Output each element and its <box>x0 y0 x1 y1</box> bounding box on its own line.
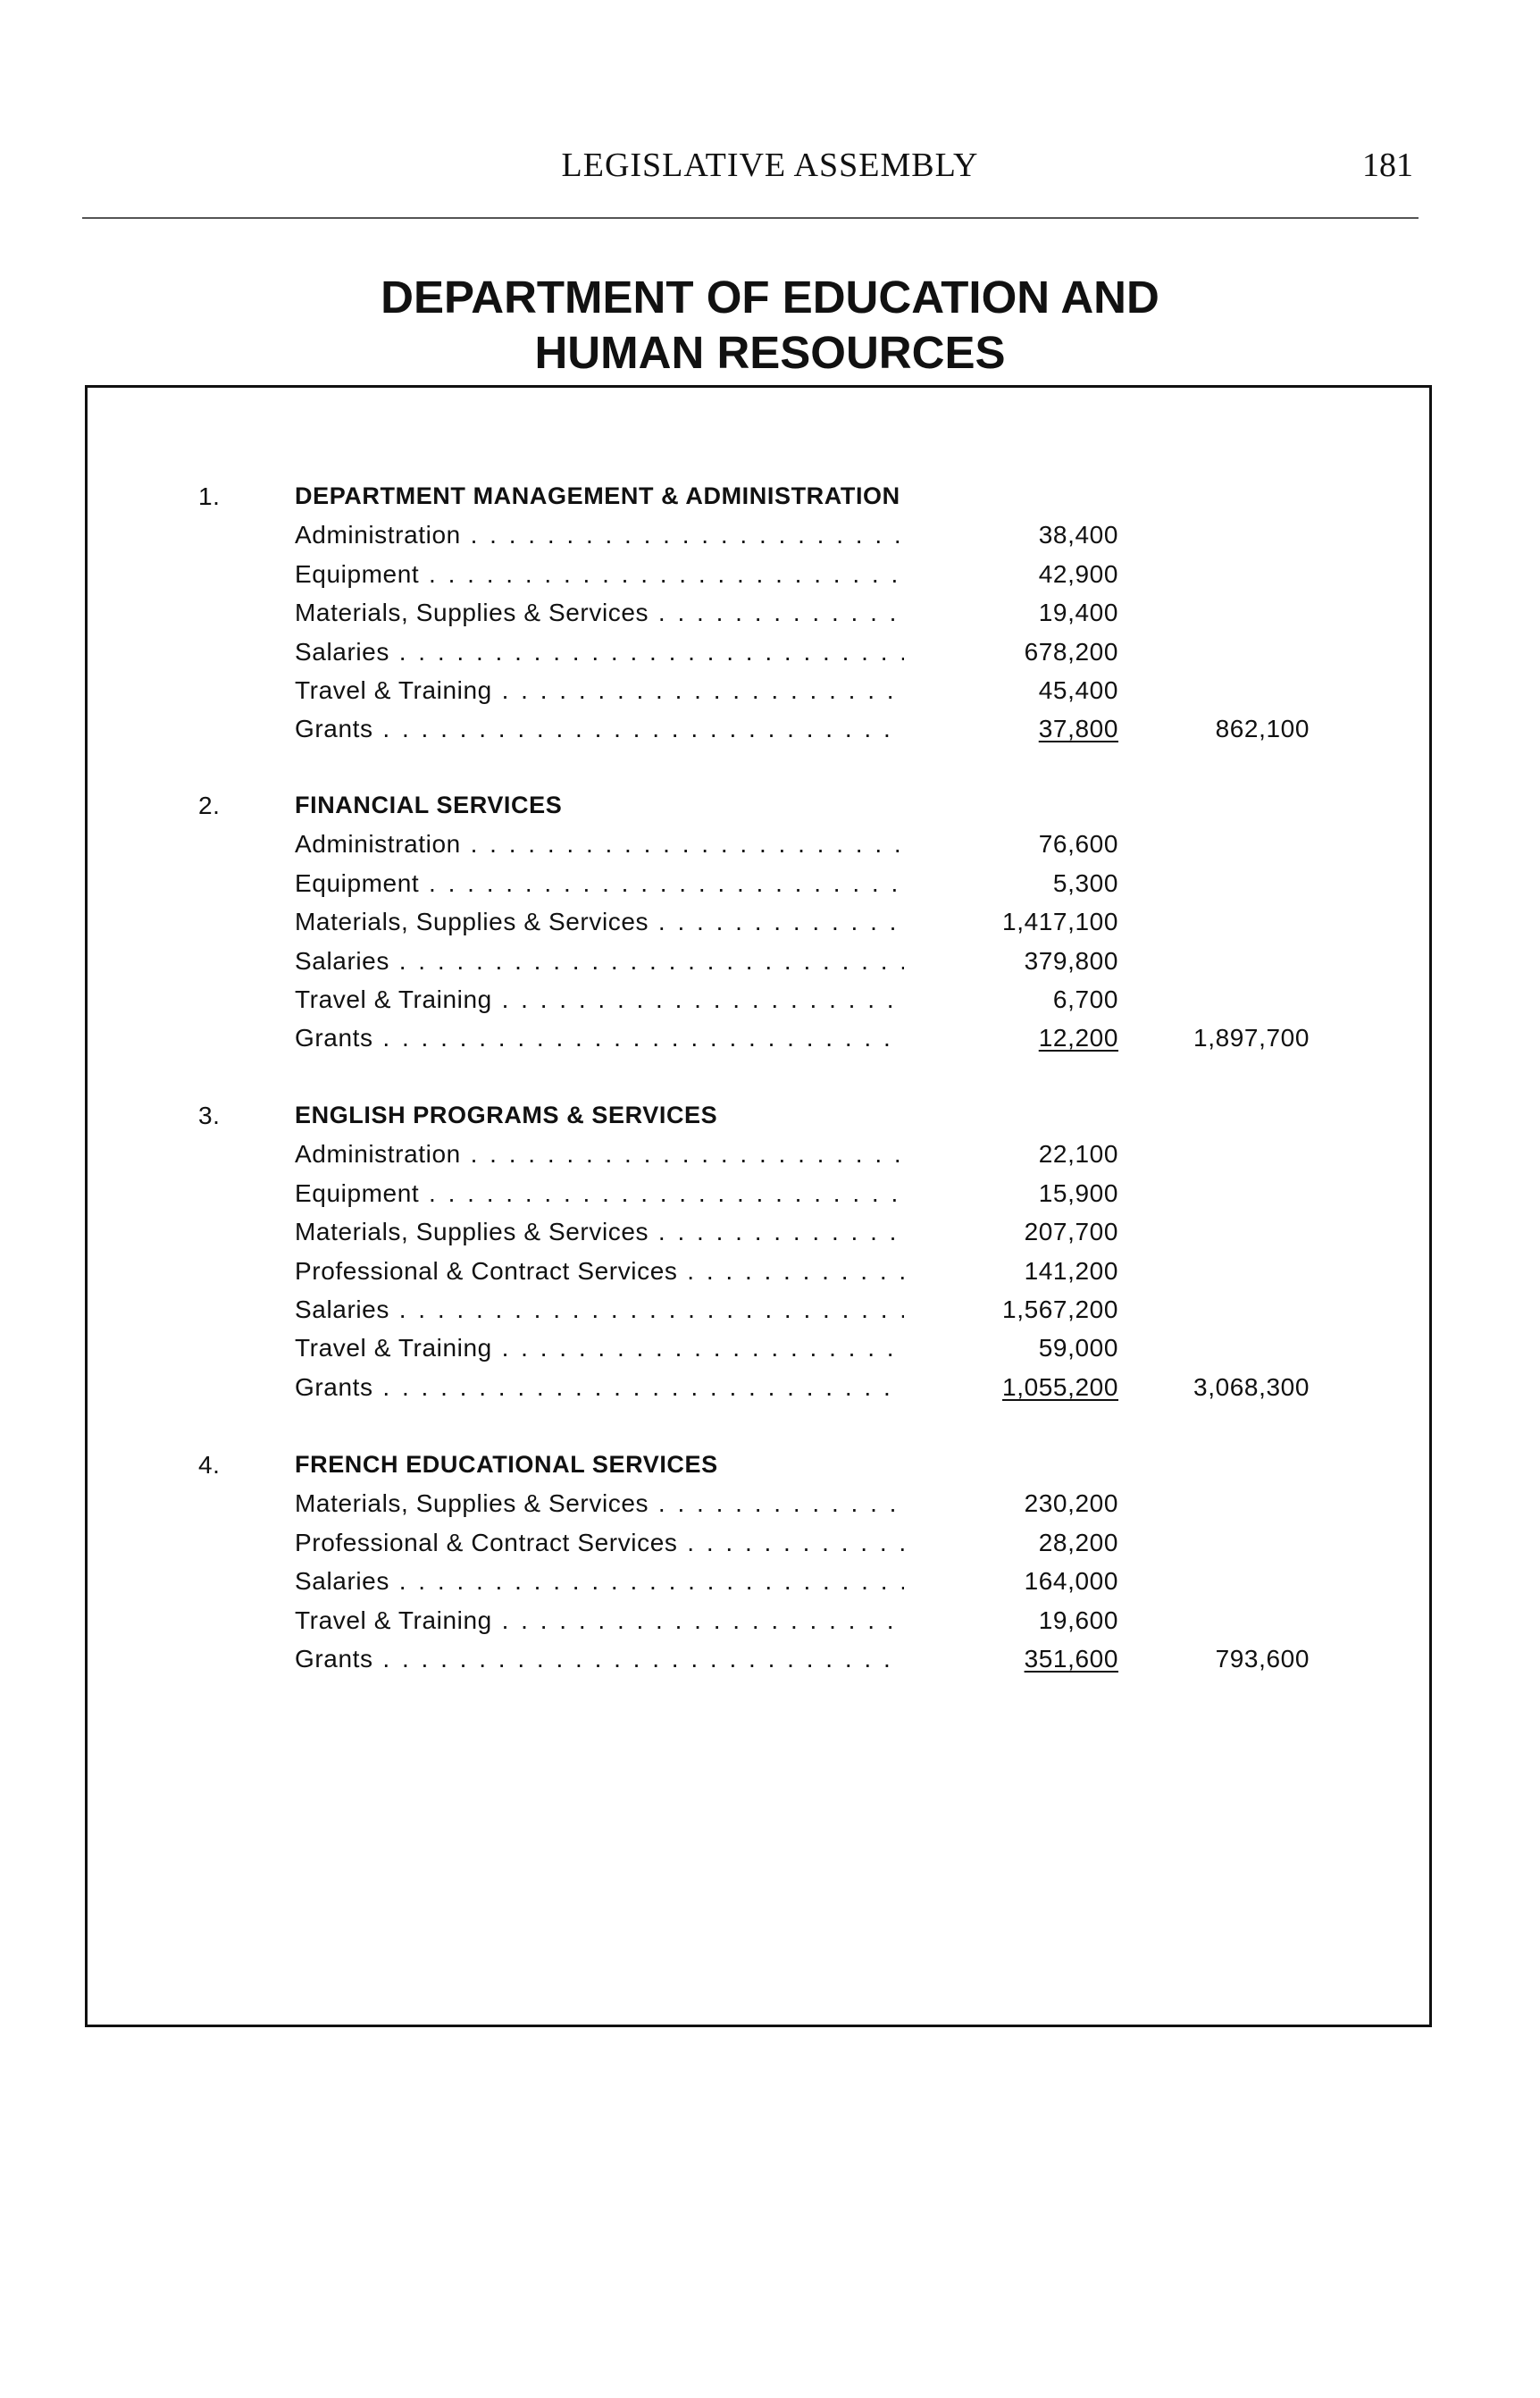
section-total: 862,100 <box>1215 715 1310 743</box>
document-title-line-2: HUMAN RESOURCES <box>534 327 1006 378</box>
line-item-label: Travel & Training . . . <box>295 1329 904 1367</box>
line-item <box>0 1523 1540 1562</box>
line-item-amount: 164,000 <box>1024 1567 1118 1596</box>
line-item <box>0 516 1540 554</box>
line-item <box>0 1290 1540 1329</box>
running-header: LEGISLATIVE ASSEMBLY <box>561 147 979 184</box>
section-heading: ENGLISH PROGRAMS & SERVICES <box>295 1102 718 1128</box>
line-item <box>0 633 1540 671</box>
section-heading: FINANCIAL SERVICES <box>295 792 563 818</box>
line-item-amount: 141,200 <box>1024 1256 1118 1285</box>
budget-section <box>0 1446 1540 1678</box>
line-item <box>0 980 1540 1019</box>
line-item-label: Travel & Training . . . <box>295 980 904 1019</box>
line-item <box>0 1484 1540 1522</box>
section-heading-row <box>0 477 1540 516</box>
line-item <box>0 825 1540 863</box>
budget-section <box>0 786 1540 1058</box>
line-item <box>0 864 1540 902</box>
section-heading: FRENCH EDUCATIONAL SERVICES <box>295 1451 718 1478</box>
line-item-label: Grants . . . <box>295 1019 904 1057</box>
line-item <box>0 942 1540 980</box>
section-heading-row <box>0 1096 1540 1135</box>
line-item <box>0 1174 1540 1212</box>
line-item <box>0 1252 1540 1290</box>
line-item-label: Salaries . . . <box>295 1562 904 1600</box>
line-item-label: Travel & Training . . . <box>295 1601 904 1639</box>
line-item-amount: 22,100 <box>1038 1140 1118 1169</box>
line-item <box>0 593 1540 632</box>
line-item-amount: 42,900 <box>1038 559 1118 588</box>
line-item-label: Administration . . . <box>295 825 904 863</box>
header-rule <box>82 217 1419 219</box>
section-number: 3. <box>198 1102 221 1129</box>
line-item-amount: 15,900 <box>1038 1178 1118 1207</box>
budget-section <box>0 477 1540 749</box>
line-item-label: Materials, Supplies & Services . . . <box>295 1212 904 1251</box>
line-item <box>0 1329 1540 1367</box>
line-item-amount: 207,700 <box>1024 1218 1118 1246</box>
line-item-label: Salaries . . . <box>295 633 904 671</box>
line-item <box>0 1019 1540 1057</box>
line-item-label: Equipment . . . <box>295 555 904 593</box>
line-item-amount: 12,200 <box>1038 1024 1118 1052</box>
line-item-amount: 6,700 <box>1052 985 1118 1013</box>
section-number: 1. <box>198 482 221 510</box>
line-item-label: Professional & Contract Services . . . <box>295 1252 904 1290</box>
line-item-label: Grants . . . <box>295 1639 904 1678</box>
line-item <box>0 1212 1540 1251</box>
line-item-amount: 19,600 <box>1038 1606 1118 1634</box>
section-total: 793,600 <box>1215 1644 1310 1673</box>
document-title-line-1: DEPARTMENT OF EDUCATION AND <box>381 272 1159 323</box>
line-item-amount: 59,000 <box>1038 1334 1118 1362</box>
line-item-label: Salaries . . . <box>295 1290 904 1329</box>
line-item-amount: 38,400 <box>1038 521 1118 549</box>
line-item-amount: 19,400 <box>1038 599 1118 627</box>
line-item-label: Materials, Supplies & Services . . . <box>295 902 904 941</box>
section-total: 3,068,300 <box>1193 1372 1310 1401</box>
line-item-label: Administration . . . <box>295 516 904 554</box>
line-item-amount: 37,800 <box>1038 715 1118 743</box>
line-item <box>0 1639 1540 1678</box>
line-item-amount: 351,600 <box>1024 1644 1118 1673</box>
line-item-label: Equipment . . . <box>295 864 904 902</box>
line-item <box>0 1562 1540 1600</box>
line-item <box>0 671 1540 709</box>
line-item-label: Grants . . . <box>295 709 904 748</box>
line-item-label: Professional & Contract Services . . . <box>295 1523 904 1562</box>
line-item-label: Administration . . . <box>295 1135 904 1173</box>
line-item <box>0 1368 1540 1406</box>
line-item <box>0 902 1540 941</box>
line-item-label: Equipment . . . <box>295 1174 904 1212</box>
line-item-amount: 379,800 <box>1024 946 1118 975</box>
line-item-label: Materials, Supplies & Services . . . <box>295 593 904 632</box>
line-item-label: Salaries . . . <box>295 942 904 980</box>
line-item <box>0 1135 1540 1173</box>
section-heading: DEPARTMENT MANAGEMENT & ADMINISTRATION <box>295 482 900 509</box>
line-item-amount: 230,200 <box>1024 1489 1118 1518</box>
line-item-amount: 1,055,200 <box>1002 1372 1118 1401</box>
line-item-amount: 45,400 <box>1038 675 1118 704</box>
budget-section <box>0 1096 1540 1406</box>
line-item-amount: 1,567,200 <box>1002 1295 1118 1323</box>
section-heading-row <box>0 786 1540 825</box>
section-total: 1,897,700 <box>1193 1024 1310 1052</box>
line-item-label: Materials, Supplies & Services . . . <box>295 1484 904 1522</box>
line-item-amount: 1,417,100 <box>1002 908 1118 936</box>
document-title <box>0 270 1540 381</box>
page-number: 181 <box>1362 147 1413 184</box>
line-item-amount: 5,300 <box>1052 868 1118 897</box>
line-item <box>0 709 1540 748</box>
section-heading-row <box>0 1446 1540 1484</box>
section-number: 4. <box>198 1451 221 1479</box>
section-number: 2. <box>198 792 221 819</box>
line-item <box>0 1601 1540 1639</box>
line-item-label: Grants . . . <box>295 1368 904 1406</box>
line-item-amount: 678,200 <box>1024 637 1118 666</box>
line-item-label: Travel & Training . . . <box>295 671 904 709</box>
line-item <box>0 555 1540 593</box>
line-item-amount: 76,600 <box>1038 830 1118 859</box>
line-item-amount: 28,200 <box>1038 1528 1118 1556</box>
